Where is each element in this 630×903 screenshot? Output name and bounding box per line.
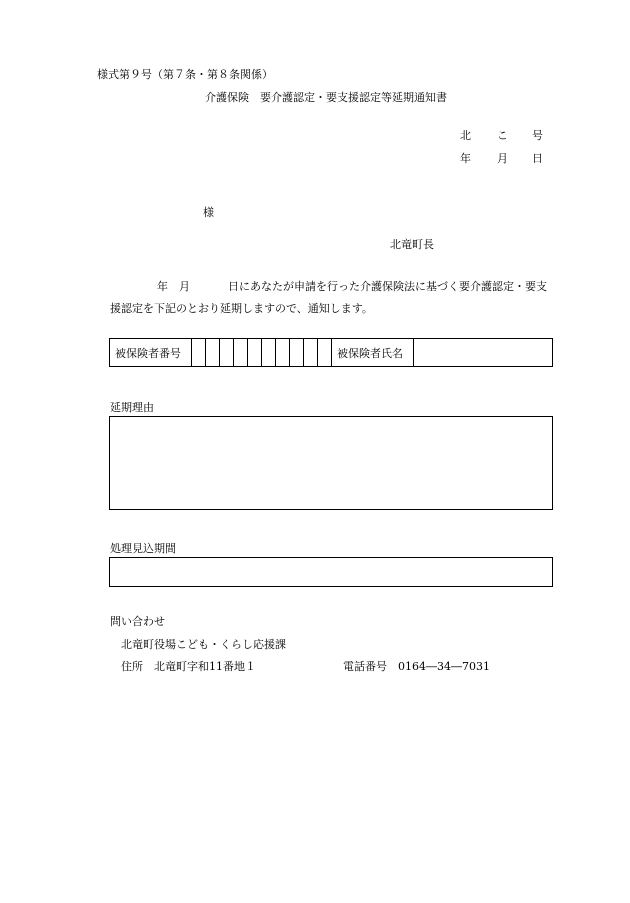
delay-reason-label: 延期理由 [110, 401, 154, 414]
body-month: 月 [179, 280, 190, 293]
issue-day: 日 [532, 152, 543, 165]
contact-phone: 電話番号 0164―34―7031 [343, 660, 490, 673]
insured-number-digit-cell[interactable] [192, 339, 206, 366]
processing-period-label: 処理見込期間 [110, 542, 176, 555]
reference-sub: こ [497, 129, 508, 142]
insured-info-table [109, 338, 553, 367]
insured-number-digit-cell[interactable] [318, 339, 332, 366]
insured-number-digit-cell[interactable] [304, 339, 318, 366]
insured-number-digit-cell[interactable] [290, 339, 304, 366]
reference-prefix: 北 [460, 129, 471, 142]
body-year: 年 [157, 280, 168, 293]
issue-year: 年 [460, 152, 471, 165]
form-number: 様式第９号（第７条・第８条関係） [97, 68, 273, 81]
insured-number-digit-cell[interactable] [262, 339, 276, 366]
sender-name: 北竜町長 [390, 238, 434, 251]
reference-number-suffix: 号 [532, 129, 543, 142]
delay-reason-box[interactable] [109, 416, 553, 510]
insured-name-label: 被保険者氏名 [337, 347, 403, 360]
body-text-rest: 日にあなたが申請を行った介護保険法に基づく要介護認定・要支 [228, 280, 547, 293]
contact-address: 住所 北竜町字和11番地１ [121, 660, 256, 673]
insured-number-digit-cell[interactable] [220, 339, 234, 366]
insured-number-label: 被保険者番号 [115, 347, 181, 360]
insured-name-field[interactable] [414, 339, 552, 366]
insured-number-digit-cell[interactable] [248, 339, 262, 366]
insured-name-label-cell [332, 339, 414, 366]
insured-number-label-cell [110, 339, 192, 366]
contact-title: 問い合わせ [110, 615, 165, 628]
insured-number-digit-cell[interactable] [234, 339, 248, 366]
addressee-honorific: 様 [203, 206, 214, 219]
issue-month: 月 [497, 152, 508, 165]
body-text-line2: 援認定を下記のとおり延期しますので、通知します。 [110, 302, 373, 315]
contact-department: 北竜町役場こども・くらし応援課 [121, 638, 286, 651]
insured-number-digit-cell[interactable] [206, 339, 220, 366]
insured-number-digit-cell[interactable] [276, 339, 290, 366]
document-title: 介護保険 要介護認定・要支援認定等延期通知書 [205, 91, 447, 104]
processing-period-box[interactable] [109, 557, 553, 587]
